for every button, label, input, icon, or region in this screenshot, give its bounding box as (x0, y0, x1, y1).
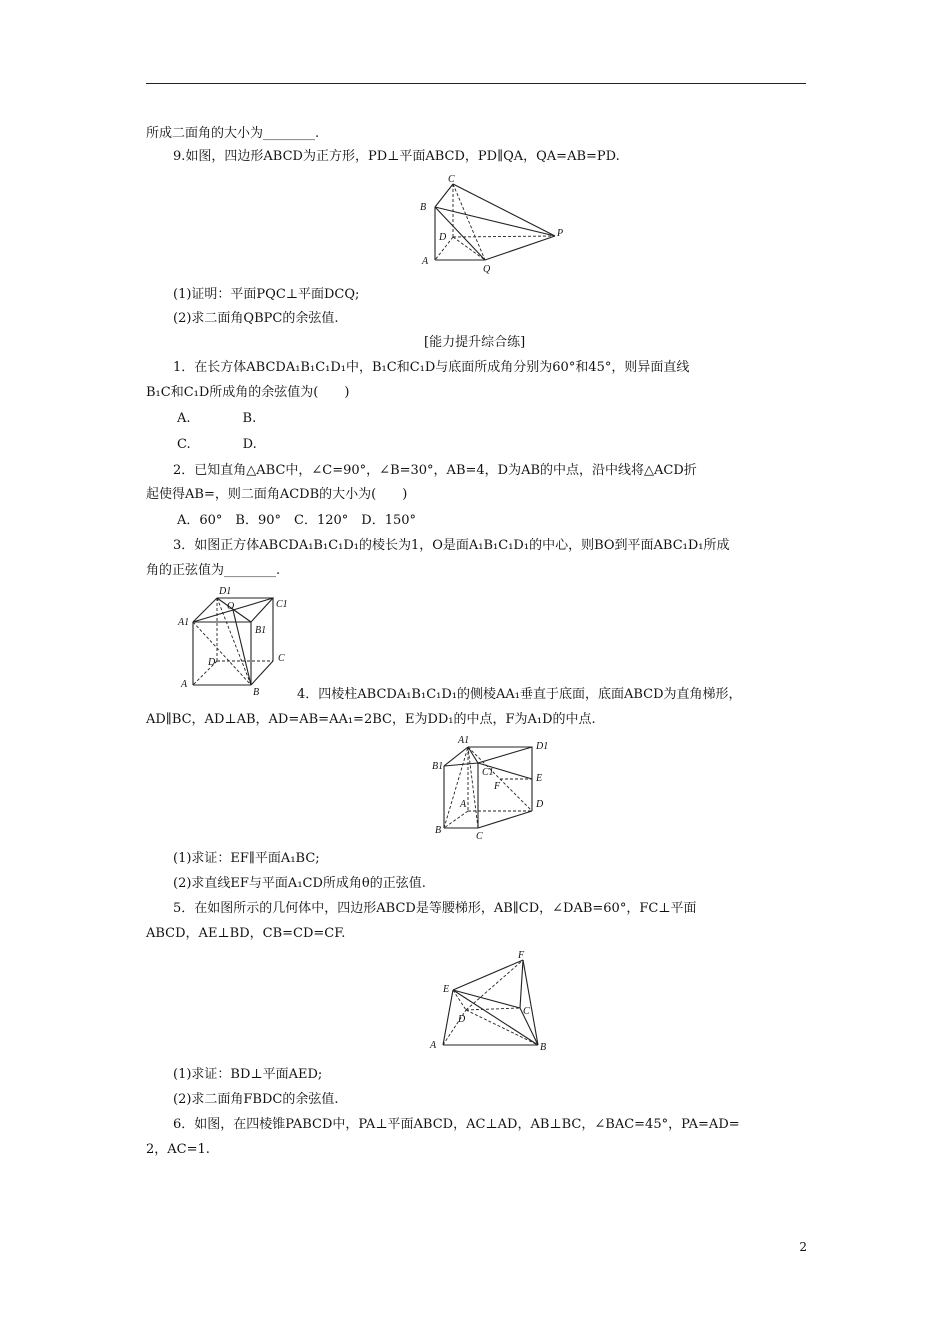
vertex-label: D1 (219, 586, 232, 597)
problem-4-part-1: (1)求证：EF∥平面A₁BC; (173, 851, 320, 866)
vertex-label: P (557, 228, 564, 239)
figure-problem-9 (415, 172, 575, 277)
problem-4-part-2: (2)求直线EF与平面A₁CD所成角θ的正弦值. (173, 876, 426, 891)
problem-1-options-ab: A. B. (177, 411, 257, 426)
vertex-label: A (422, 256, 429, 267)
vertex-label: A (460, 799, 467, 810)
vertex-label: D (536, 799, 544, 810)
vertex-label: F (494, 781, 501, 792)
problem-3-statement-cont: 角的正弦值为________. (146, 563, 281, 578)
figure-problem-3 (175, 585, 300, 698)
vertex-label: C (278, 653, 285, 664)
page-number: 2 (799, 1240, 807, 1254)
header-rule (146, 83, 806, 84)
vertex-label: B (253, 687, 260, 698)
vertex-label: E (536, 773, 543, 784)
section-heading: [能力提升综合练] (424, 335, 526, 350)
vertex-label: C1 (276, 599, 288, 610)
problem-1-options-cd: C. D. (177, 437, 257, 452)
problem-5-statement-cont: ABCD，AE⊥BD，CB=CD=CF. (146, 926, 346, 941)
vertex-label: B (420, 202, 427, 213)
problem-2-statement-cont: 起使得AB=，则二面角ACDB的大小为( ) (146, 487, 408, 502)
vertex-label: A1 (178, 617, 190, 628)
vertex-label: E (443, 984, 450, 995)
figure-problem-5 (428, 950, 563, 1055)
vertex-label: D (208, 657, 216, 668)
problem-5-statement: 5．在如图所示的几何体中，四边形ABCD是等腰梯形，AB∥CD，∠DAB=60°，FC⊥平面 (173, 901, 697, 916)
problem-9-part-2: (2)求二面角QBPC的余弦值. (173, 311, 339, 326)
problem-1-statement-cont: B₁C和C₁D所成角的余弦值为( ) (146, 385, 350, 400)
problem-9-part-1: (1)证明：平面PQC⊥平面DCQ; (173, 287, 360, 302)
vertex-label: C (448, 174, 455, 185)
vertex-label: O (227, 601, 235, 612)
problem-6-statement-cont: 2，AC=1. (146, 1142, 210, 1157)
problem-9-statement: 9.如图，四边形ABCD为正方形，PD⊥平面ABCD，PD∥QA，QA=AB=PD. (173, 149, 620, 164)
vertex-label: D (458, 1014, 466, 1025)
problem-1-statement: 1．在长方体ABCDA₁B₁C₁D₁中，B₁C和C₁D与底面所成角分别为60°和45°，则异面直线 (173, 360, 690, 375)
problem-2-options: A．60° B．90° C．120° D．150° (177, 513, 417, 528)
vertex-label: A (181, 679, 188, 690)
vertex-label: F (518, 950, 525, 961)
vertex-label: B1 (432, 761, 444, 772)
problem-4-statement: 4．四棱柱ABCDA₁B₁C₁D₁的侧棱AA₁垂直于底面，底面ABCD为直角梯形， (297, 687, 742, 702)
vertex-label: D (439, 232, 447, 243)
problem-5-part-1: (1)求证：BD⊥平面AED; (173, 1067, 323, 1082)
problem-6-statement: 6．如图，在四棱锥PABCD中，PA⊥平面ABCD，AC⊥AD，AB⊥BC，∠BAC=45°，PA=AD= (173, 1117, 740, 1132)
problem-4-statement-cont: AD∥BC，AD⊥AB，AD=AB=AA₁=2BC，E为DD₁的中点，F为A₁D的中点. (146, 712, 596, 727)
vertex-label: D1 (536, 741, 549, 752)
vertex-label: B1 (255, 625, 267, 636)
vertex-label: A (430, 1040, 437, 1051)
vertex-label: C (523, 1006, 530, 1017)
vertex-label: Q (483, 264, 491, 275)
problem-3-statement: 3．如图正方体ABCDA₁B₁C₁D₁的棱长为1，O是面A₁B₁C₁D₁的中心，则BO到平面ABC₁D₁所成 (173, 538, 730, 553)
vertex-label: B (435, 825, 442, 836)
figure-problem-4 (432, 733, 562, 843)
problem-2-statement: 2．已知直角△ABC中，∠C=90°，∠B=30°，AB=4，D为AB的中点，沿中线将△ACD折 (173, 463, 697, 478)
vertex-label: B (540, 1042, 547, 1053)
vertex-label: C (476, 831, 483, 842)
text-line: 所成二面角的大小为________. (146, 126, 320, 141)
vertex-label: A1 (458, 735, 470, 746)
problem-5-part-2: (2)求二面角FBDC的余弦值. (173, 1092, 339, 1107)
vertex-label: C1 (482, 767, 494, 778)
